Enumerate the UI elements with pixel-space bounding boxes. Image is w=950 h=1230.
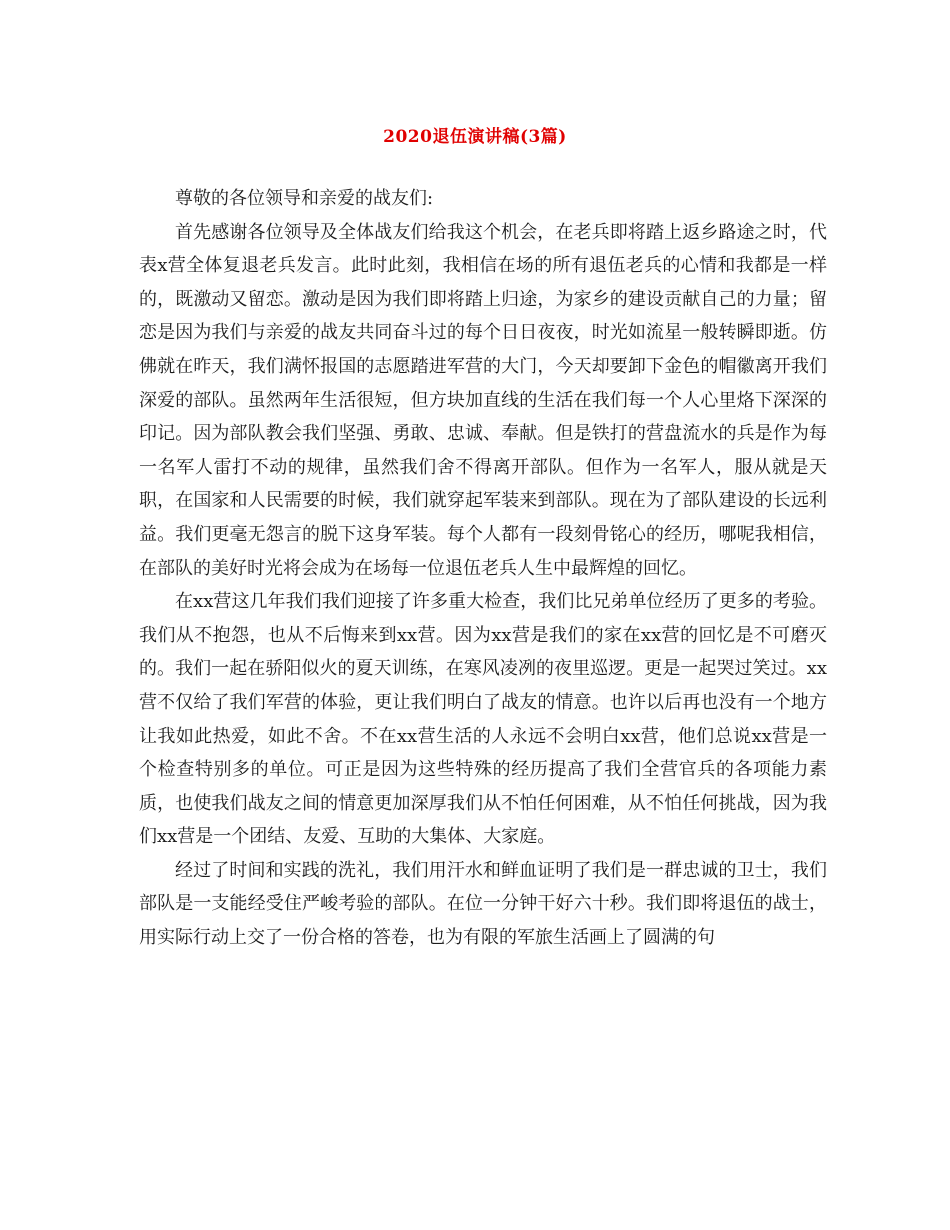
paragraph-3: 经过了时间和实践的洗礼，我们用汗水和鲜血证明了我们是一群忠诚的卫士，我们部队是一支能经受住严峻考验的部队。在位一分钟干好六十秒。我们即将退伍的战士，用实际行动上交了一份合格的答卷，也为有限的军旅生活画上了圆满的句: [139, 859, 827, 949]
paragraph-1: 首先感谢各位领导及全体战友们给我这个机会，在老兵即将踏上返乡路途之时，代表x营全体复退老兵发言。此时此刻，我相信在场的所有退伍老兵的心情和我都是一样的，既激动又留恋。激动是因为我们即将踏上归途，为家乡的建设贡献自己的力量；留恋是因为我们与亲爱的战友共同奋斗过的每个日日夜夜，时光如流星一般转瞬即逝。仿佛就在昨天，我们满怀报国的志愿踏进军营的大门，今天却要卸下金色的帽徽离开我们深爱的部队。虽然两年生活很短，但方块加直线的生活在我们每一个人心里烙下深深的印记。因为部队教会我们坚强、勇敢、忠诚、奉献。但是铁打的营盘流水的兵是作为每一名军人雷打不动的规律，虽然我们舍不得离开部队。但作为一名军人，服从就是天职，在国家和人民需要的时候，我们就穿起军装来到部队。现在为了部队建设的长远利益。我们更毫无怨言的脱下这身军装。每个人都有一段刻骨铭心的经历，哪呢我相信，在部队的美好时光将会成为在场每一位退伍老兵人生中最辉煌的回忆。: [139, 221, 827, 579]
document-body: [139, 182, 827, 955]
paragraph-salutation: 尊敬的各位领导和亲爱的战友们:: [175, 188, 434, 209]
document-title: 2020退伍演讲稿(3篇): [383, 127, 567, 147]
paragraph-2: 在xx营这几年我们我们迎接了许多重大检查，我们比兄弟单位经历了更多的考验。我们从不抱怨，也从不后悔来到xx营。因为xx营是我们的家在xx营的回忆是不可磨灭的。我们一起在骄阳似火的夏天训练，在寒风凌冽的夜里巡逻。更是一起哭过笑过。xx营不仅给了我们军营的体验，更让我们明白了战友的情意。也许以后再也没有一个地方让我如此热爱，如此不舍。不在xx营生活的人永远不会明白xx营，他们总说xx营是一个检查特别多的单位。可正是因为这些特殊的经历提高了我们全营官兵的各项能力素质，也使我们战友之间的情意更加深厚我们从不怕任何困难，从不怕任何挑战，因为我们xx营是一个团结、友爱、互助的大集体、大家庭。: [139, 591, 827, 848]
